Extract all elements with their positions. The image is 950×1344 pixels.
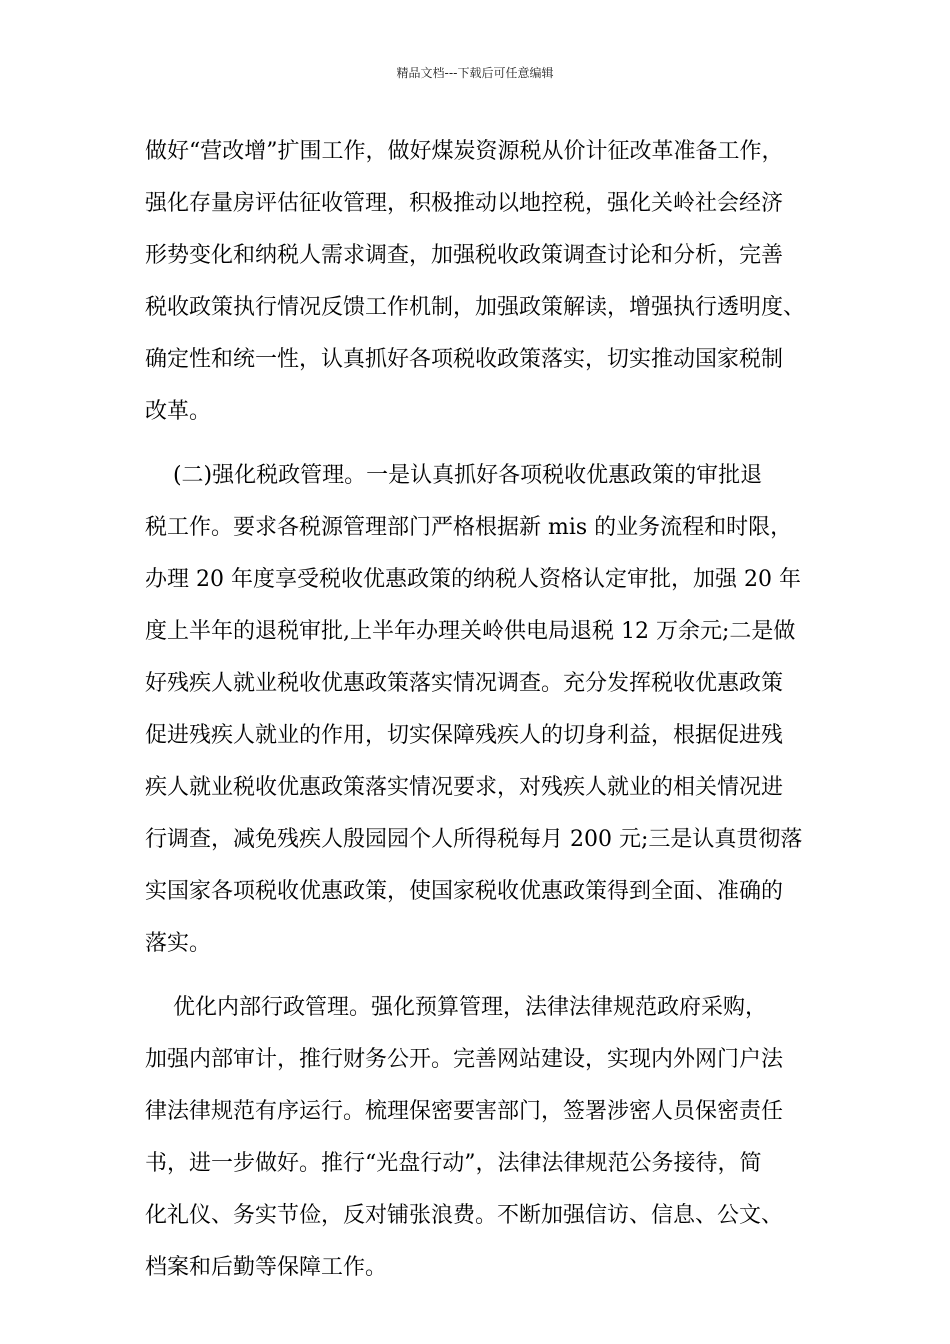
text-line: 律法律规范有序运行。梳理保密要害部门，签署涉密人员保密责任 <box>145 1099 784 1124</box>
text-line: 实国家各项税收优惠政策，使国家税收优惠政策得到全面、准确的 <box>145 879 784 904</box>
text-line: 加强内部审计，推行财务公开。完善网站建设，实现内外网门户法 <box>145 1047 784 1072</box>
text-line: 形势变化和纳税人需求调查，加强税收政策调查讨论和分析，完善 <box>145 243 784 268</box>
text-line: 税工作。要求各税源管理部门严格根据新 mis 的业务流程和时限， <box>145 515 793 540</box>
paragraph-tax-reform <box>145 126 845 438</box>
text-line: 强化存量房评估征收管理，积极推动以地控税，强化关岭社会经济 <box>145 191 784 216</box>
text-line: 疾人就业税收优惠政策落实情况要求，对残疾人就业的相关情况进 <box>145 775 784 800</box>
text-line: 促进残疾人就业的作用，切实保障残疾人的切身利益，根据促进残 <box>145 723 784 748</box>
text-line: 行调查，减免残疾人殷园园个人所得税每月 200 元;三是认真贯彻落 <box>145 827 803 852</box>
page-header: 精品文档---下载后可任意编辑 <box>396 66 554 80</box>
text-line: 书，进一步做好。推行“光盘行动”，法律法律规范公务接待，简 <box>145 1151 762 1176</box>
text-line: 改革。 <box>145 399 212 424</box>
text-line: 度上半年的退税审批,上半年办理关岭供电局退税 12 万余元;二是做 <box>145 619 796 644</box>
document-body <box>145 126 845 1294</box>
text-line: 优化内部行政管理。强化预算管理，法律法律规范政府采购， <box>145 995 767 1020</box>
text-line: 化礼仪、务实节俭，反对铺张浪费。不断加强信访、信息、公文、 <box>145 1203 784 1228</box>
text-line: 档案和后勤等保障工作。 <box>145 1255 388 1280</box>
text-line: 做好“营改增”扩围工作，做好煤炭资源税从价计征改革准备工作， <box>145 139 784 164</box>
paragraph-tax-administration <box>145 450 845 970</box>
text-line: 办理 20 年度享受税收优惠政策的纳税人资格认定审批，加强 20 年 <box>145 567 801 592</box>
text-line: 确定性和统一性，认真抓好各项税收政策落实，切实推动国家税制 <box>145 347 784 372</box>
paragraph-internal-administration <box>145 982 845 1294</box>
text-line: 税收政策执行情况反馈工作机制，加强政策解读，增强执行透明度、 <box>145 295 806 320</box>
text-line: 落实。 <box>145 931 212 956</box>
text-line: (二)强化税政管理。一是认真抓好各项税收优惠政策的审批退 <box>145 463 763 488</box>
text-line: 好残疾人就业税收优惠政策落实情况调查。充分发挥税收优惠政策 <box>145 671 784 696</box>
